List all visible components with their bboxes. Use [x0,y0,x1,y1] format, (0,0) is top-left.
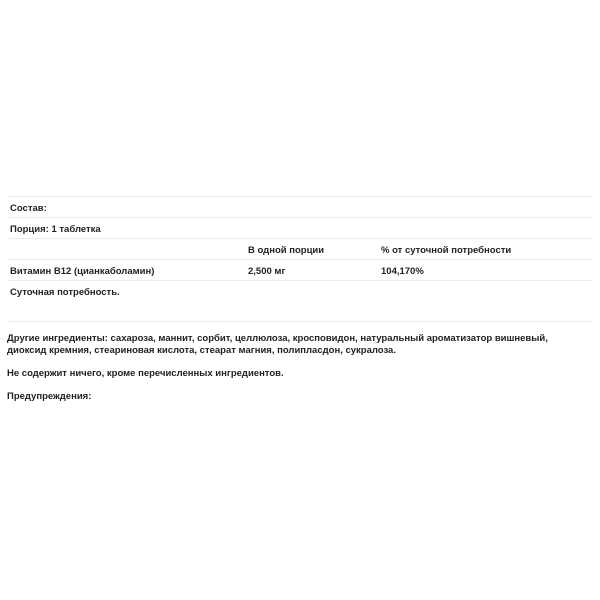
nutrient-daily-value: 104,170% [381,266,424,277]
nutrient-amount: 2,500 мг [248,266,286,277]
column-header-amount: В одной порции [248,245,325,256]
table-row-serving-size [7,217,593,238]
table-header-row [7,238,593,259]
table-row-title [7,196,593,217]
other-ingredients: Другие ингредиенты: сахароза, маннит, сорбит, целлюлоза, кросповидон, натуральный ароматизатор вишневый, диоксид кремния, стеариновая кислота, стеарат магния, полипласдон, сукралоза. [7,333,548,356]
contains-statement: Не содержит ничего, кроме перечисленных ингредиентов. [7,368,284,379]
nutrient-name: Витамин B12 (цианкаболамин) [10,266,155,277]
table-title: Состав: [10,203,47,214]
additional-info [7,333,587,414]
column-header-daily-value: % от суточной потребности [381,245,512,256]
supplement-facts-table [7,196,593,322]
table-row [7,259,593,280]
warnings-label: Предупреждения: [7,391,92,402]
daily-value-footnote: Суточная потребность. [10,287,120,298]
table-row-footnote [7,280,593,322]
serving-size: Порция: 1 таблетка [10,224,101,235]
